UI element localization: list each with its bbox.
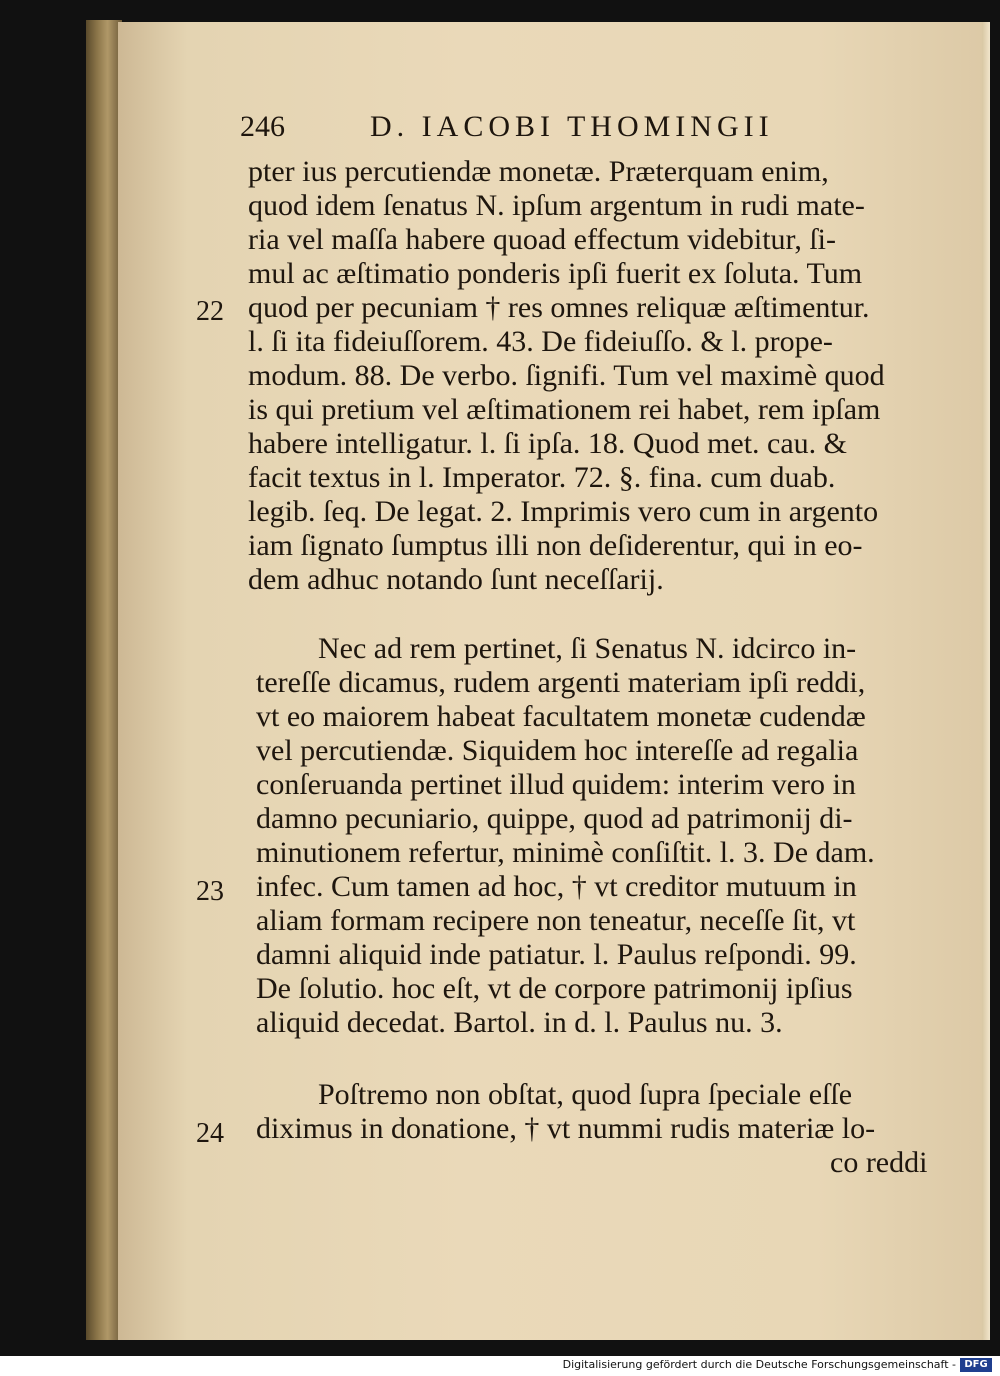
page-edge bbox=[982, 22, 990, 1340]
margin-number: 24 bbox=[196, 1118, 224, 1149]
page-header bbox=[240, 110, 880, 150]
text-line: diximus in donatione, † vt nummi rudis materiæ lo- bbox=[256, 1112, 876, 1145]
text-line: aliquid decedat. Bartol. in d. l. Paulus nu. 3. bbox=[256, 1006, 783, 1039]
catchword: co reddi bbox=[830, 1146, 928, 1179]
text-line: conſeruanda pertinet illud quidem: interim vero in bbox=[256, 768, 856, 801]
text-line: modum. 88. De verbo. ſignifi. Tum vel maximè quod bbox=[248, 359, 885, 392]
text-line: damno pecuniario, quippe, quod ad patrimonij di- bbox=[256, 802, 853, 835]
text-line: iam ſignato ſumptus illi non deſiderentur, qui in eo- bbox=[248, 529, 863, 562]
book-spine-edge bbox=[86, 20, 122, 1340]
text-line: ria vel maſſa habere quoad effectum videbitur, ſi- bbox=[248, 223, 837, 256]
text-line: legib. ſeq. De legat. 2. Imprimis vero cum in argento bbox=[248, 495, 879, 528]
margin-number: 22 bbox=[196, 296, 224, 327]
text-line: damni aliquid inde patiatur. l. Paulus reſpondi. 99. bbox=[256, 938, 857, 971]
text-line: vt eo maiorem habeat facultatem monetæ cudendæ bbox=[256, 700, 866, 733]
margin-number: 23 bbox=[196, 876, 224, 907]
text-line: quod per pecuniam † res omnes reliquæ æſtimentur. bbox=[248, 291, 870, 324]
text-line: Nec ad rem pertinet, ſi Senatus N. idcirco in- bbox=[318, 632, 857, 665]
text-line: is qui pretium vel æſtimationem rei habet, rem ipſam bbox=[248, 393, 881, 426]
dfg-logo: DFG bbox=[960, 1358, 992, 1372]
text-line: dem adhuc notando ſunt neceſſarij. bbox=[248, 563, 664, 596]
text-line: facit textus in l. Imperator. 72. §. fina. cum duab. bbox=[248, 461, 836, 494]
text-line: Poſtremo non obſtat, quod ſupra ſpeciale eſſe bbox=[318, 1078, 853, 1111]
running-head: D. IACOBI THOMINGII bbox=[370, 110, 774, 143]
text-line: minutionem refertur, minimè conſiſtit. l. 3. De dam. bbox=[256, 836, 875, 869]
page-number: 246 bbox=[240, 110, 285, 143]
text-line: aliam formam recipere non teneatur, neceſſe ſit, vt bbox=[256, 904, 856, 937]
text-line: pter ius percutiendæ monetæ. Præterquam enim, bbox=[248, 155, 829, 188]
text-line: tereſſe dicamus, rudem argenti materiam ipſi reddi, bbox=[256, 666, 866, 699]
text-line: infec. Cum tamen ad hoc, † vt creditor mutuum in bbox=[256, 870, 857, 903]
text-line: De ſolutio. hoc eſt, vt de corpore patrimonij ipſius bbox=[256, 972, 853, 1005]
digitization-credit: Digitalisierung gefördert durch die Deutsche Forschungsgemeinschaft - bbox=[562, 1358, 956, 1371]
text-line: vel percutiendæ. Siquidem hoc intereſſe ad regalia bbox=[256, 734, 859, 767]
text-line: l. ſi ita fideiuſſorem. 43. De fideiuſſo. & l. prope- bbox=[248, 325, 833, 358]
text-line: mul ac æſtimatio ponderis ipſi fuerit ex ſoluta. Tum bbox=[248, 257, 863, 290]
text-line: habere intelligatur. l. ſi ipſa. 18. Quod met. cau. & bbox=[248, 427, 848, 460]
text-line: quod idem ſenatus N. ipſum argentum in rudi mate- bbox=[248, 189, 865, 222]
